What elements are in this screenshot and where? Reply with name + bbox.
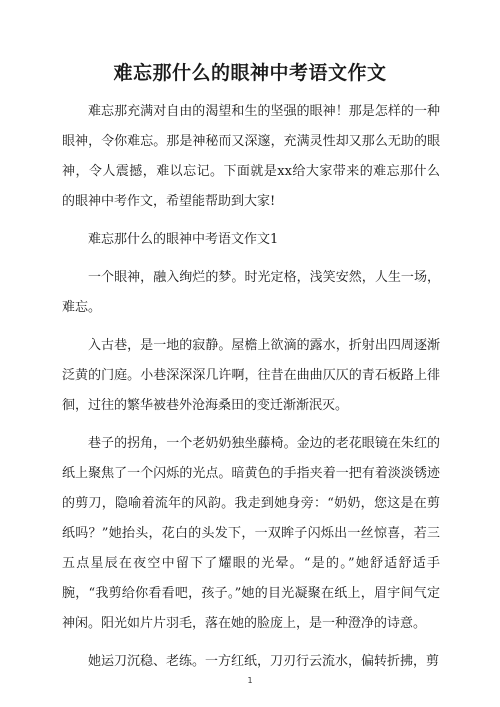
paragraph-essay-heading: 难忘那什么的眼神中考语文作文1 (88, 232, 279, 247)
paragraph-3: 巷子的拐角，一个老奶奶独坐藤椅。金边的老花眼镜在朱红的纸上聚焦了一个闪烁的光点。暗黄色的手指夹着一把有着淡淡锈迹的剪刀，隐喻着流年的风韵。我走到她身旁：“奶奶，您这是在剪纸吗？”她抬头，花白的头发下，一双眸子闪烁出一丝惊喜，若三五点星辰在夜空中留下了耀眼的光晕。“是的。”她舒适舒适手腕，“我剪给你看看吧，孩子。”她的目光凝聚在纸上，眉宇间气定神闲。阳光如片片羽毛，落在她的脸庞上，是一种澄净的诗意。 (62, 436, 440, 631)
document-title: 难忘那什么的眼神中考语文作文 (113, 62, 387, 84)
paragraph-4: 她运刀沉稳、老练。一方红纸，刀刃行云流水，偏转折拂，剪 (88, 654, 440, 669)
paragraph-2: 入古巷，是一地的寂静。屋檐上欲滴的露水，折射出四周逐渐泛黄的门庭。小巷深深深几许啊，往昔在曲曲仄仄的青石板路上徘徊，过往的繁华被巷外沧海桑田的变迁渐渐泯灭。 (62, 338, 440, 413)
paragraph-intro: 难忘那充满对自由的渴望和生的坚强的眼神！那是怎样的一种眼神，令你难忘。那是神秘而又深邃，充满灵性却又那么无助的眼神，令人震撼，难以忘记。下面就是xx给大家带来的难忘那什么的眼神中考作文，希望能帮助到大家! (62, 104, 440, 209)
page-number: 1 (247, 676, 253, 685)
document-body (62, 97, 440, 685)
paragraph-1: 一个眼神，融入绚烂的梦。时光定格，浅笑安然，人生一场，难忘。 (62, 270, 440, 315)
